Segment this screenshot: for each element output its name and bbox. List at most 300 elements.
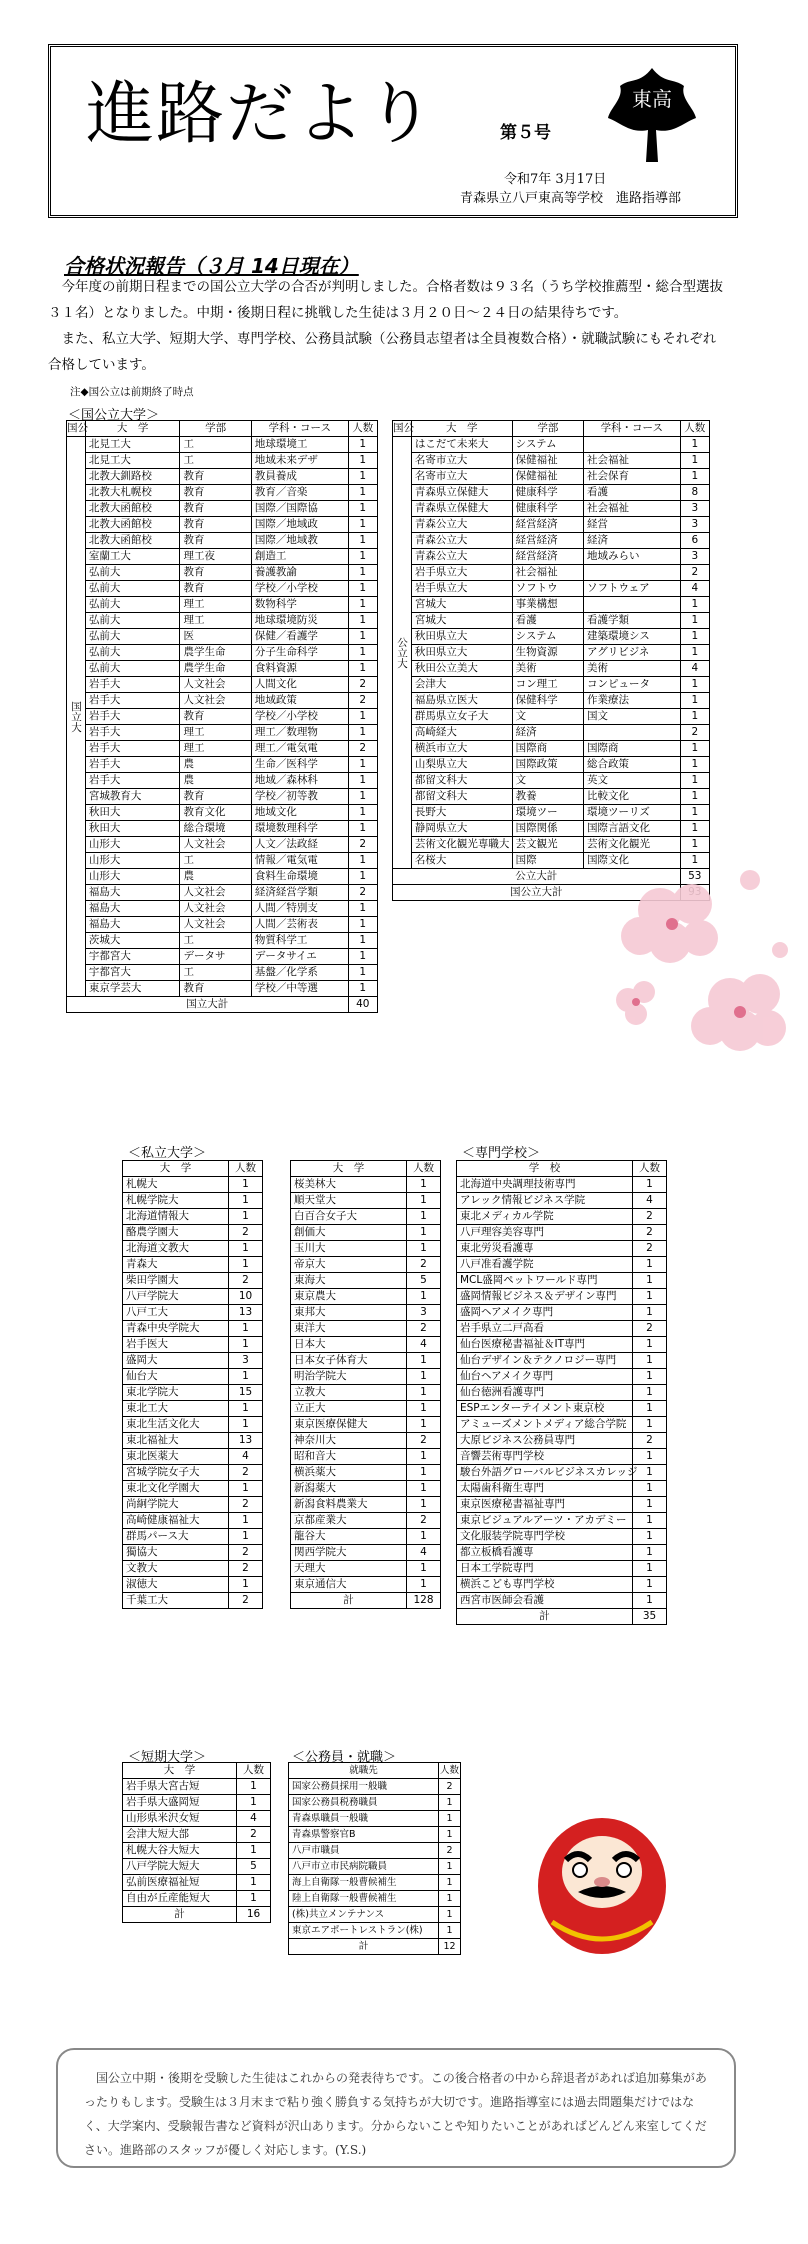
count-cell: 1 [407,1369,441,1385]
name-cell: 立教大 [291,1385,407,1401]
table-row [67,549,378,565]
table-row [291,1241,441,1257]
table-row [393,709,710,725]
course-cell: 人文／法政経 [251,837,348,853]
course-cell: 人間文化 [251,677,348,693]
count-cell: 1 [439,1811,461,1827]
table-row [67,885,378,901]
count-cell: 1 [680,645,709,661]
count-cell: 5 [237,1859,271,1875]
table-row [291,1513,441,1529]
count-cell: 1 [348,821,377,837]
faculty-cell: 理工 [180,725,251,741]
count-cell: 1 [229,1241,263,1257]
name-cell: 八戸工大 [123,1305,229,1321]
table-row [457,1545,667,1561]
faculty-cell: 教育 [180,709,251,725]
count-cell: 1 [229,1321,263,1337]
name-cell: 自由が丘産能短大 [123,1891,237,1907]
univ-cell: 岩手大 [85,709,180,725]
table-row [393,629,710,645]
count-cell: 1 [407,1529,441,1545]
name-cell: 東北工大 [123,1401,229,1417]
univ-cell: 会津大 [411,677,512,693]
table-row [123,1859,271,1875]
univ-cell: 東京学芸大 [85,981,180,997]
univ-cell: はこだて未来大 [411,437,512,453]
total-label: 計 [289,1939,439,1955]
table-row [457,1497,667,1513]
table-row [457,1449,667,1465]
count-cell: 1 [348,709,377,725]
univ-cell: 福島県立医大 [411,693,512,709]
count-cell: 2 [633,1209,667,1225]
table-row [67,933,378,949]
faculty-cell: 教育 [180,469,251,485]
univ-cell: 群馬県立女子大 [411,709,512,725]
univ-cell: 岩手県立大 [411,565,512,581]
count-cell: 1 [439,1907,461,1923]
faculty-cell: 総合環境 [180,821,251,837]
table-row [457,1561,667,1577]
faculty-cell: 保健科学 [512,693,583,709]
table-row [123,1417,263,1433]
logo-text: 東高 [632,87,672,111]
table-row [123,1209,263,1225]
univ-cell: 岩手大 [85,725,180,741]
table-row [67,853,378,869]
total-label: 公立大計 [393,869,681,885]
name-cell: 日本工学院専門 [457,1561,633,1577]
name-cell: 西宮市医師会看護 [457,1593,633,1609]
col-kokko: 国公 [393,421,412,437]
table-row [457,1417,667,1433]
course-cell: 創造工 [251,549,348,565]
count-cell: 1 [237,1891,271,1907]
count-cell: 1 [680,741,709,757]
univ-cell: 北見工大 [85,453,180,469]
name-cell: 八戸学院大短大 [123,1859,237,1875]
table-row [291,1417,441,1433]
count-cell: 2 [407,1321,441,1337]
course-cell: 情報／電気電 [251,853,348,869]
table-row [67,773,378,789]
course-cell: 国際／地域政 [251,517,348,533]
count-cell: 1 [348,597,377,613]
name-cell: 大原ビジネス公務員専門 [457,1433,633,1449]
count-cell: 1 [229,1481,263,1497]
count-cell: 1 [348,901,377,917]
count-cell: 1 [348,661,377,677]
faculty-cell: 環境ツー [512,805,583,821]
col-univ: 大 学 [85,421,180,437]
count-cell: 2 [229,1465,263,1481]
civil-heading: ＜公務員・就職＞ [292,1750,397,1765]
table-row [67,805,378,821]
count-cell: 1 [680,597,709,613]
count-cell: 10 [229,1289,263,1305]
table-row [123,1593,263,1609]
table-row [457,1385,667,1401]
table-row [67,709,378,725]
name-cell: 音響芸術専門学校 [457,1449,633,1465]
count-cell: 4 [680,581,709,597]
faculty-cell: 工 [180,933,251,949]
table-row [123,1577,263,1593]
issue-number: 第５号 [500,123,551,143]
table-row [457,1321,667,1337]
vocational-heading: ＜専門学校＞ [462,1146,541,1161]
name-cell: 盛岡大 [123,1353,229,1369]
table-row [289,1875,461,1891]
count-cell: 13 [229,1433,263,1449]
school-type-label: 国立大 [67,437,86,997]
table-row [67,661,378,677]
table-row [123,1353,263,1369]
table-row [123,1241,263,1257]
univ-cell: 名寄市立大 [411,453,512,469]
name-cell: 岩手県大宮古短 [123,1779,237,1795]
faculty-cell: 健康科学 [512,485,583,501]
course-cell: 人間／特別支 [251,901,348,917]
univ-cell: 山梨県立大 [411,757,512,773]
col-destination: 就職先 [289,1763,439,1779]
total-value: 35 [633,1609,667,1625]
table-row [123,1795,271,1811]
course-cell: 地域文化 [251,805,348,821]
table-row [457,1257,667,1273]
faculty-cell: 人文社会 [180,693,251,709]
total-row [289,1939,461,1955]
faculty-cell: 健康科学 [512,501,583,517]
name-cell: 創価大 [291,1225,407,1241]
col-count: 人数 [229,1161,263,1177]
faculty-cell: 教育 [180,565,251,581]
faculty-cell: 農 [180,773,251,789]
table-row [457,1513,667,1529]
name-cell: 龍谷大 [291,1529,407,1545]
name-cell: 八戸理容美容専門 [457,1225,633,1241]
table-row [291,1353,441,1369]
univ-cell: 福島大 [85,885,180,901]
faculty-cell: コン理工 [512,677,583,693]
count-cell: 1 [680,773,709,789]
table-row [123,1545,263,1561]
table-row [123,1193,263,1209]
count-cell: 1 [407,1193,441,1209]
name-cell: 八戸市立市民病院職員 [289,1859,439,1875]
course-cell: 芸術文化観光 [584,837,681,853]
count-cell: 1 [348,917,377,933]
count-cell: 1 [407,1481,441,1497]
count-cell: 2 [229,1225,263,1241]
count-cell: 1 [237,1875,271,1891]
faculty-cell: 経営経済 [512,549,583,565]
univ-cell: 宇都宮大 [85,949,180,965]
course-cell: 環境ツーリズ [584,805,681,821]
count-cell: 1 [680,469,709,485]
faculty-cell: 教育 [180,581,251,597]
univ-cell: 北教大函館校 [85,501,180,517]
faculty-cell: 教育 [180,517,251,533]
count-cell: 1 [348,853,377,869]
table-row [67,725,378,741]
count-cell: 2 [229,1497,263,1513]
private-table-left [122,1160,263,1609]
national-table [66,420,378,1013]
univ-cell: 弘前大 [85,661,180,677]
count-cell: 2 [633,1433,667,1449]
masthead-title: 進路だより [86,75,437,154]
table-row [123,1257,263,1273]
univ-cell: 北教大釧路校 [85,469,180,485]
table-row [123,1779,271,1795]
univ-cell: 山形大 [85,869,180,885]
table-row [393,549,710,565]
table-row [67,869,378,885]
univ-cell: 青森県立保健大 [411,501,512,517]
course-cell: 理工／数理物 [251,725,348,741]
total-label: 計 [291,1593,407,1609]
name-cell: 白百合女子大 [291,1209,407,1225]
table-row [123,1369,263,1385]
count-cell: 4 [229,1449,263,1465]
table-row [67,565,378,581]
name-cell: 明治学院大 [291,1369,407,1385]
table-row [67,821,378,837]
table-row [393,517,710,533]
course-cell: 地域みらい [584,549,681,565]
name-cell: 東邦大 [291,1305,407,1321]
faculty-cell: 教育 [180,789,251,805]
faculty-cell: システム [512,437,583,453]
count-cell: 1 [348,725,377,741]
table-row [393,805,710,821]
count-cell: 1 [633,1465,667,1481]
table-row [457,1225,667,1241]
table-row [291,1401,441,1417]
name-cell: 八戸准看護学院 [457,1257,633,1273]
faculty-cell: 生物資源 [512,645,583,661]
name-cell: 東洋大 [291,1321,407,1337]
table-row [123,1891,271,1907]
course-cell [584,437,681,453]
course-cell: 社会福祉 [584,453,681,469]
report-body [48,274,728,378]
name-cell: 神奈川大 [291,1433,407,1449]
table-row [123,1481,263,1497]
faculty-cell: 保健福祉 [512,469,583,485]
name-cell: 陸上自衛隊一般曹候補生 [289,1891,439,1907]
total-label: 計 [457,1609,633,1625]
faculty-cell: 保健福祉 [512,453,583,469]
table-row [291,1385,441,1401]
faculty-cell: 芸文観光 [512,837,583,853]
name-cell: 東北文化学園大 [123,1481,229,1497]
table-row [67,629,378,645]
publisher: 青森県立八戸東高等学校 進路指導部 [460,191,682,206]
course-cell: 国文 [584,709,681,725]
name-cell: 東北医薬大 [123,1449,229,1465]
count-cell: 2 [439,1843,461,1859]
faculty-cell: 人文社会 [180,677,251,693]
name-cell: 山形県米沢女短 [123,1811,237,1827]
name-cell: 柴田学園大 [123,1273,229,1289]
table-row [393,533,710,549]
course-cell: 学校／中等選 [251,981,348,997]
table-row [67,981,378,997]
table-row [67,469,378,485]
table-row [457,1305,667,1321]
table-row [457,1529,667,1545]
private-heading: ＜私立大学＞ [128,1146,207,1161]
name-cell: 札幌学院大 [123,1193,229,1209]
col-univ: 大 学 [411,421,512,437]
faculty-cell: 工 [180,453,251,469]
table-header-row [291,1161,441,1177]
name-cell: 酪農学園大 [123,1225,229,1241]
count-cell: 1 [680,757,709,773]
table-row [291,1257,441,1273]
table-row [123,1529,263,1545]
count-cell: 2 [407,1257,441,1273]
total-label: 国公立大計 [393,885,681,901]
count-cell: 1 [237,1843,271,1859]
col-faculty: 学部 [512,421,583,437]
name-cell: 東海大 [291,1273,407,1289]
count-cell: 1 [633,1257,667,1273]
faculty-cell: 人文社会 [180,885,251,901]
count-cell: 1 [348,805,377,821]
count-cell: 1 [633,1529,667,1545]
count-cell: 1 [633,1353,667,1369]
count-cell: 1 [439,1923,461,1939]
univ-cell: 弘前大 [85,597,180,613]
table-row [67,837,378,853]
table-row [289,1891,461,1907]
count-cell: 1 [680,805,709,821]
name-cell: 太陽歯科衛生専門 [457,1481,633,1497]
count-cell: 2 [633,1241,667,1257]
univ-cell: 福島大 [85,917,180,933]
table-row [457,1577,667,1593]
count-cell: 2 [407,1513,441,1529]
count-cell: 5 [407,1273,441,1289]
total-value: 53 [680,869,709,885]
univ-cell: 山形大 [85,853,180,869]
table-row [67,949,378,965]
table-row [393,725,710,741]
name-cell: 千葉工大 [123,1593,229,1609]
count-cell: 1 [407,1289,441,1305]
course-cell: 食料生命環境 [251,869,348,885]
table-row [457,1481,667,1497]
name-cell: 青森大 [123,1257,229,1273]
name-cell: 玉川大 [291,1241,407,1257]
table-row [393,677,710,693]
count-cell: 1 [348,533,377,549]
course-cell: 地域未来デザ [251,453,348,469]
count-cell: 1 [633,1401,667,1417]
table-row [67,533,378,549]
course-cell: 環境数理科学 [251,821,348,837]
course-cell: 美術 [584,661,681,677]
national-heading: ＜国公立大学＞ [68,408,160,423]
count-cell: 1 [633,1385,667,1401]
total-row [291,1593,441,1609]
faculty-cell: ソフトウ [512,581,583,597]
count-cell: 1 [680,709,709,725]
table-row [67,693,378,709]
course-cell: 国際／地域教 [251,533,348,549]
name-cell: 獨協大 [123,1545,229,1561]
faculty-cell: 文 [512,773,583,789]
table-row [291,1465,441,1481]
univ-cell: 弘前大 [85,581,180,597]
table-header-row [457,1161,667,1177]
table-row [393,581,710,597]
table-row [67,517,378,533]
table-row [289,1827,461,1843]
daruma-icon [532,1806,672,1956]
count-cell: 2 [229,1273,263,1289]
table-row [67,677,378,693]
name-cell: 会津大短大部 [123,1827,237,1843]
course-cell [584,565,681,581]
univ-cell: 室蘭工大 [85,549,180,565]
univ-cell: 宇都宮大 [85,965,180,981]
name-cell: (株)共立メンテナンス [289,1907,439,1923]
faculty-cell: 国際商 [512,741,583,757]
total-value: 12 [439,1939,461,1955]
faculty-cell: 事業構想 [512,597,583,613]
table-row [457,1241,667,1257]
table-row [291,1289,441,1305]
total-label: 計 [123,1907,237,1923]
course-cell: 基盤／化学系 [251,965,348,981]
name-cell: 国家公務員採用一般職 [289,1779,439,1795]
count-cell: 1 [229,1401,263,1417]
count-cell: 1 [348,757,377,773]
table-row [393,645,710,661]
table-row [123,1497,263,1513]
name-cell: 仙台医療秘書福祉＆IT専門 [457,1337,633,1353]
name-cell: ESPエンターテイメント東京校 [457,1401,633,1417]
count-cell: 1 [633,1369,667,1385]
count-cell: 3 [680,549,709,565]
table-row [67,597,378,613]
name-cell: 群馬パース大 [123,1529,229,1545]
univ-cell: 宮城教育大 [85,789,180,805]
table-row [291,1369,441,1385]
count-cell: 1 [229,1209,263,1225]
table-row [457,1433,667,1449]
count-cell: 1 [229,1177,263,1193]
count-cell: 2 [348,885,377,901]
course-cell: ソフトウェア [584,581,681,597]
course-cell: データサイエ [251,949,348,965]
vocational-table [456,1160,667,1625]
course-cell: 地球環境工 [251,437,348,453]
table-row [291,1529,441,1545]
name-cell: 桜美林大 [291,1177,407,1193]
table-row [291,1545,441,1561]
count-cell: 1 [348,773,377,789]
univ-cell: 宮城大 [411,597,512,613]
course-cell: 数物科学 [251,597,348,613]
faculty-cell: 看護 [512,613,583,629]
univ-cell: 北教大函館校 [85,533,180,549]
